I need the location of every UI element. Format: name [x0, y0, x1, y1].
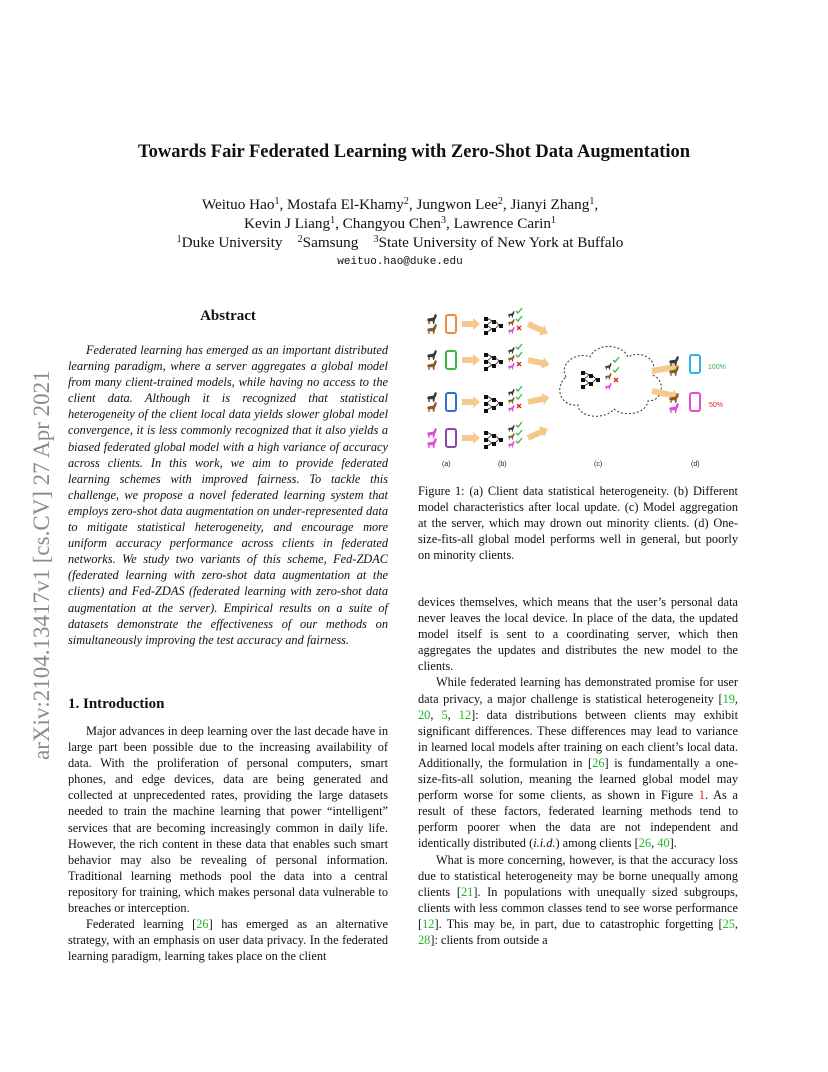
- arrow-icon: [527, 354, 551, 370]
- phone-icon: [690, 393, 700, 411]
- net-node: [492, 406, 496, 410]
- horse-icon: [508, 363, 515, 370]
- arrow-shape: [527, 354, 551, 370]
- net-node: [484, 409, 488, 413]
- check-icon: [516, 422, 522, 427]
- citation-link[interactable]: 12: [422, 916, 435, 931]
- horse-icon: [508, 433, 515, 440]
- paragraph: Major advances in deep learning over the last decade have in large part been possible due to the increasing availability of data. With the proliferation of personal computers, smart phones, and edge devices, data are being generated and collected at unprecedented rates, providing the large datasets needed to train the machine learning that power “intelligent” services that are becoming increasingly common in daily life. However, the rich content in these data that enables such smart behavior may also be revealing of personal information. Traditional learning methods pool the data into a central repository for training, which makes personal data vulnerable to breaches or interception.: [68, 724, 388, 916]
- check-icon: [516, 430, 522, 435]
- citation-link[interactable]: 21: [460, 884, 474, 899]
- net-node: [499, 324, 503, 328]
- horse-icon: [427, 324, 437, 334]
- arrow-icon: [525, 423, 550, 443]
- citation-link[interactable]: 5: [441, 707, 448, 722]
- accuracy-low-label: 50%: [709, 402, 724, 409]
- horse-shape: [508, 311, 515, 318]
- accuracy-high-label: 100%: [708, 364, 726, 371]
- horse-shape: [508, 363, 515, 370]
- panel-label: (c): [594, 461, 603, 468]
- introduction-heading: 1. Introduction: [68, 696, 165, 712]
- horse-shape: [508, 319, 515, 326]
- panel-label: (a): [442, 461, 451, 468]
- horse-shape: [508, 397, 515, 404]
- horse-icon: [508, 355, 515, 362]
- abstract-body: [68, 342, 388, 648]
- check-icon: [516, 308, 522, 313]
- check-icon: [613, 367, 619, 372]
- horse-shape: [605, 373, 612, 380]
- horse-shape: [508, 355, 515, 362]
- horse-shape: [508, 327, 515, 334]
- author: Mostafa El-Khamy$^2$: [287, 196, 409, 213]
- arrow-icon: [527, 392, 551, 408]
- arrow-shape: [525, 319, 550, 339]
- affiliation: $^3$State University of New York at Buffalo: [373, 234, 624, 251]
- horse-icon: [508, 397, 515, 404]
- net-node: [589, 374, 593, 378]
- horse-icon: [669, 403, 679, 413]
- cross-icon: [517, 362, 521, 366]
- authors-line-1: Weituo Hao$^1$, Mostafa El-Khamy$^2$, Jungwon Lee$^2$, Jianyi Zhang$^1$,: [201, 196, 599, 213]
- neural-net-icon: [484, 353, 503, 371]
- phone-icon: [446, 351, 456, 369]
- horse-shape: [427, 438, 437, 448]
- horse-shape: [427, 360, 437, 370]
- horse-shape: [427, 392, 437, 402]
- horse-icon: [508, 425, 515, 432]
- author: Jianyi Zhang$^1$: [510, 196, 595, 213]
- author: Changyou Chen$^3$: [342, 215, 446, 232]
- paragraph: What is more concerning, however, is that the accuracy loss due to statistical heterogeneity may be borne unequally among clients [21]. In populations with unequally sized subgroups, clients with less common classes tend to see worse performance [12]. This may be, in part, due to catastrophic forgetting [25, 28]: clients from outside a: [418, 852, 738, 947]
- check-icon: [516, 352, 522, 357]
- net-node: [484, 438, 488, 442]
- net-node: [492, 434, 496, 438]
- horse-icon: [605, 363, 612, 370]
- horse-icon: [427, 438, 437, 448]
- net-node: [484, 324, 488, 328]
- horse-icon: [427, 350, 437, 360]
- net-node: [499, 438, 503, 442]
- net-node: [484, 431, 488, 435]
- check-icon: [516, 386, 522, 391]
- arrow-shape: [462, 432, 480, 444]
- horse-icon: [427, 428, 437, 438]
- net-node: [499, 402, 503, 406]
- author: Jungwon Lee$^2$: [416, 196, 503, 213]
- horse-shape: [427, 350, 437, 360]
- check-icon: [516, 316, 522, 321]
- arrow-shape: [525, 423, 550, 443]
- arxiv-stamp: [22, 284, 58, 760]
- net-node: [581, 378, 585, 382]
- citation-link[interactable]: 26: [196, 917, 209, 932]
- phone-icon: [690, 355, 700, 373]
- citation-link[interactable]: 20: [418, 707, 431, 722]
- neural-net-icon: [581, 371, 600, 389]
- net-node: [484, 445, 488, 449]
- cross-icon: [517, 404, 521, 408]
- citation-link[interactable]: 26: [638, 836, 652, 851]
- net-node: [492, 356, 496, 360]
- neural-net-icon: [484, 317, 503, 335]
- introduction-right-column: [418, 594, 738, 948]
- author: Weituo Hao$^1$: [201, 196, 280, 213]
- horse-icon: [605, 383, 612, 390]
- neural-net-icon: [484, 395, 503, 413]
- net-node: [499, 360, 503, 364]
- horse-icon: [427, 360, 437, 370]
- horse-shape: [427, 324, 437, 334]
- net-node: [492, 398, 496, 402]
- author: Kevin J Liang$^1$: [244, 215, 336, 232]
- horse-shape: [508, 425, 515, 432]
- net-node: [492, 320, 496, 324]
- introduction-left-column: [68, 723, 388, 964]
- check-icon: [516, 394, 522, 399]
- citation-link[interactable]: 25: [722, 916, 735, 931]
- phone-icon: [446, 429, 456, 447]
- horse-shape: [508, 433, 515, 440]
- net-node: [596, 378, 600, 382]
- figure-1-diagram: [418, 305, 748, 475]
- horse-shape: [605, 383, 612, 390]
- net-node: [492, 328, 496, 332]
- horse-icon: [508, 311, 515, 318]
- abstract-heading: Abstract: [200, 308, 256, 324]
- net-node: [484, 331, 488, 335]
- arrow-icon: [462, 396, 480, 408]
- panel-label: (d): [691, 461, 700, 468]
- net-node: [492, 364, 496, 368]
- arrow-icon: [525, 319, 550, 339]
- net-node: [492, 442, 496, 446]
- arrow-shape: [462, 396, 480, 408]
- figure-link[interactable]: 1: [698, 788, 705, 803]
- horse-shape: [427, 314, 437, 324]
- paragraph: devices themselves, which means that the user’s personal data never leaves the local device. In place of the data, the updated model itself is sent to a coordinating server, which then aggregates the updates and distributes the new model to the clients.: [418, 595, 738, 674]
- paragraph: While federated learning has demonstrated promise for user data privacy, a major challenge is statistical heterogeneity [19, 20, 5, 12]: data distributions between clients may exhibit significant differences. These differences may lead to variance in learned local models after training on each client’s local data. Additionally, the formulation in [26] is fundamentally a one-size-fits-all solution, meaning the learned global model may perform worse for some clients, as shown in Figure 1. As a result of these factors, federated learning methods tend to perform poorer when the data are not independent and identically distributed (i.i.d.) among clients [26, 40].: [418, 675, 739, 851]
- neural-net-icon: [484, 431, 503, 449]
- phone-icon: [446, 315, 456, 333]
- affiliation: $^1$Duke University: [176, 234, 283, 251]
- citation-link[interactable]: 28: [418, 932, 431, 947]
- abstract-text: Federated learning has emerged as an important distributed learning paradigm, where a server aggregates a global model from many client-trained models, while having no access to the client data. Although it is recognized that statistical heterogeneity of the client local data yields slower global model convergence, it is less commonly recognized that it also yields a biased federated global model with a high variance of accuracy across clients. In this work, we aim to provide federated learning schemes with improved fairness. To tackle this challenge, we propose a novel federated learning system that employs zero-shot data augmentation on under-represented data to mitigate statistical heterogeneity, and encourage more uniform accuracy performance across clients in federated networks. We study two variants of this scheme, Fed-ZDAC (federated learning with zero-shot data augmentation at the clients) and Fed-ZDAS (federated learning with zero-shot data augmentation at the server). Empirical results on a suite of datasets demonstrate the effectiveness of our methods on simultaneously improving the test accuracy and fairness.: [68, 343, 388, 647]
- horse-icon: [508, 347, 515, 354]
- panel-label: (b): [498, 461, 507, 468]
- horse-shape: [669, 403, 679, 413]
- affiliations: [80, 233, 720, 252]
- citation-link[interactable]: 26: [592, 755, 605, 770]
- horse-shape: [605, 363, 612, 370]
- authors-line-2: Kevin J Liang$^1$, Changyou Chen$^3$, Lawrence Carin$^1$: [244, 215, 556, 232]
- arrow-icon: [462, 432, 480, 444]
- figure-1-caption: Figure 1: (a) Client data statistical heterogeneity. (b) Different model characteristics after local update. (c) Model aggregation at the server, which may drown out minority clients. (d) One-size-fits-all global model performs well in general, but poorly on minority clients.: [418, 484, 738, 563]
- horse-icon: [508, 319, 515, 326]
- horse-icon: [605, 373, 612, 380]
- affiliation: $^2$Samsung: [297, 234, 359, 251]
- horse-icon: [508, 405, 515, 412]
- author: Lawrence Carin$^1$: [453, 215, 556, 232]
- horse-shape: [508, 389, 515, 396]
- paragraph: Federated learning [26] has emerged as an alternative strategy, with an emphasis on user data privacy. In the federated learning paradigm, learning takes place on the client: [68, 917, 388, 964]
- arrow-shape: [527, 392, 551, 408]
- arrow-icon: [462, 354, 480, 366]
- horse-shape: [427, 402, 437, 412]
- net-node: [484, 317, 488, 321]
- horse-icon: [427, 402, 437, 412]
- horse-icon: [508, 327, 515, 334]
- horse-icon: [427, 392, 437, 402]
- check-icon: [516, 344, 522, 349]
- check-icon: [613, 357, 619, 362]
- arrow-icon: [462, 318, 480, 330]
- author-email[interactable]: weituo.hao@duke.edu: [337, 256, 463, 268]
- citation-link[interactable]: 19: [722, 691, 735, 706]
- net-node: [589, 382, 593, 386]
- net-node: [581, 385, 585, 389]
- net-node: [484, 360, 488, 364]
- server-cloud: [560, 347, 662, 417]
- paper-title: Towards Fair Federated Learning with Zero-Shot Data Augmentation: [137, 142, 691, 162]
- horse-shape: [508, 405, 515, 412]
- check-icon: [516, 438, 522, 443]
- horse-icon: [427, 314, 437, 324]
- net-node: [484, 353, 488, 357]
- cross-icon: [614, 378, 618, 382]
- horse-shape: [427, 428, 437, 438]
- horse-shape: [508, 347, 515, 354]
- horse-shape: [508, 441, 515, 448]
- net-node: [484, 402, 488, 406]
- phone-icon: [446, 393, 456, 411]
- arxiv-identifier: arXiv:2104.13417v1 [cs.CV] 27 Apr 2021: [29, 370, 54, 760]
- arrow-shape: [462, 318, 480, 330]
- cross-icon: [517, 326, 521, 330]
- horse-icon: [508, 441, 515, 448]
- horse-icon: [508, 389, 515, 396]
- citation-link[interactable]: 40: [657, 836, 670, 851]
- arrow-shape: [462, 354, 480, 366]
- citation-link[interactable]: 12: [458, 707, 472, 722]
- net-node: [484, 395, 488, 399]
- net-node: [581, 371, 585, 375]
- net-node: [484, 367, 488, 371]
